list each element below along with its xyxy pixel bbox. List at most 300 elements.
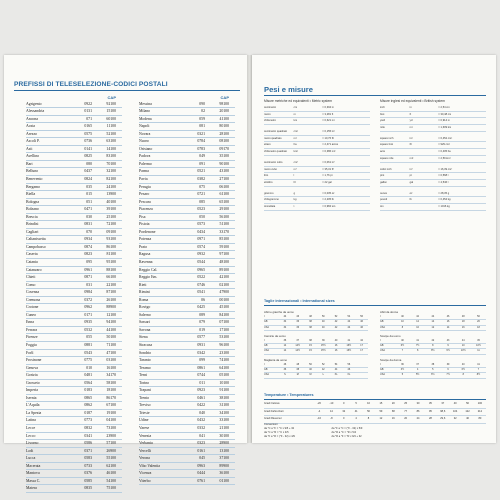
size-value: 14	[283, 349, 287, 353]
postal-code: 28900	[219, 441, 229, 446]
temperature-value: 212	[477, 409, 483, 413]
table-row	[26, 402, 122, 410]
size-value	[355, 363, 368, 367]
size-value: 36	[401, 362, 404, 366]
city-name: La Spezia	[26, 410, 42, 415]
table-row	[26, 319, 122, 327]
table-row	[26, 440, 122, 448]
unit-symbol: g	[293, 191, 296, 195]
table-row	[26, 342, 122, 350]
unit-symbol: in	[409, 106, 412, 109]
size-value: XL	[347, 373, 351, 377]
temperature-value: 5	[355, 402, 357, 405]
area-code: 0784	[197, 139, 205, 144]
size-value: 42	[334, 320, 338, 324]
size-value: 38	[309, 325, 312, 329]
table-row	[26, 463, 122, 471]
postal-code: 24100	[106, 184, 116, 189]
table-row	[26, 455, 122, 463]
temperature-value: -16	[317, 417, 321, 421]
city-name: Ragusa	[139, 252, 151, 257]
size-value: 52	[321, 362, 325, 366]
unit-equivalent: = 6,452 cm²	[438, 136, 453, 140]
section-subheading: Misure inglesi ed equivalenti • British system	[380, 99, 445, 103]
postal-code: 89900	[219, 463, 229, 468]
area-code: 031	[86, 282, 92, 287]
city-name: Novara	[139, 131, 151, 136]
postal-code: 75100	[106, 486, 116, 491]
area-code: 080	[86, 161, 92, 166]
city-name: Vercelli	[139, 448, 151, 453]
size-value: 5	[432, 368, 434, 372]
size-value: 50	[477, 315, 480, 318]
city-name: Lecce	[26, 426, 36, 431]
temperature-value: -4	[317, 409, 321, 413]
postal-code: 07100	[219, 320, 229, 325]
unit-equivalent: = 28,35 g	[438, 191, 450, 195]
size-value: 44	[334, 368, 338, 372]
temperature-value: 50	[367, 409, 370, 413]
area-code: 0341	[84, 433, 92, 438]
unit-equivalent: = 0,621 mi	[322, 119, 335, 123]
size-value: 16½	[346, 344, 352, 348]
unit-symbol: in³	[409, 167, 413, 171]
temperature-value: 0	[343, 417, 345, 421]
city-name: Lecco	[26, 433, 36, 438]
area-code: 0437	[84, 169, 92, 174]
size-value: 7	[401, 349, 404, 353]
table-row	[139, 123, 235, 131]
city-name: Frosinone	[26, 358, 42, 363]
area-code: 0824	[84, 176, 92, 181]
temperature-value: 100	[477, 402, 483, 405]
temperature-value: 37	[441, 402, 445, 405]
area-code: 0131	[84, 109, 92, 114]
size-value	[355, 373, 368, 377]
table-row	[139, 289, 235, 297]
area-code: 0773	[84, 418, 92, 423]
title-rule	[14, 90, 240, 91]
size-value: XL	[334, 373, 338, 377]
size-value: 8	[462, 373, 464, 377]
size-row	[264, 349, 368, 354]
city-name: Avellino	[26, 154, 40, 159]
table-row	[26, 448, 122, 456]
size-value: 40	[334, 338, 338, 342]
unit-equivalent: = 0,454 kg	[438, 198, 451, 202]
unit-name: pound	[380, 198, 388, 202]
size-value: 41	[347, 338, 351, 342]
city-name: Taranto	[139, 358, 151, 363]
city-name: Ferrara	[26, 327, 38, 332]
area-code: 091	[199, 161, 205, 166]
postal-code: 11100	[106, 124, 116, 129]
area-code: 0171	[84, 312, 92, 317]
area-code: 0962	[84, 305, 92, 310]
city-name: Rimini	[139, 290, 150, 295]
unit-symbol: km	[293, 119, 298, 123]
unit-name: mile	[380, 126, 385, 130]
city-name: Sassari	[139, 320, 150, 325]
size-value: 46	[446, 315, 450, 318]
city-name: Brescia	[26, 214, 38, 219]
temperature-value: 98,6	[440, 409, 446, 413]
unit-equivalent: = 2,54 cm	[438, 106, 450, 109]
temperature-value: 80	[478, 417, 482, 421]
postal-code: 45100	[219, 305, 229, 310]
area-code: 06	[201, 297, 205, 302]
postal-code: 00100	[219, 297, 229, 302]
city-name: Ancona	[26, 116, 38, 121]
size-value: 39	[321, 338, 325, 342]
table-row	[26, 312, 122, 320]
unit-name: square inch	[380, 136, 394, 140]
table-row	[26, 417, 122, 425]
postal-code: 34170	[106, 373, 116, 378]
area-code: 0432	[197, 418, 205, 423]
size-value: 37	[416, 362, 419, 366]
postal-code: 97100	[219, 252, 229, 257]
unit-name: centimetro cubo	[264, 160, 283, 164]
size-value: 6½	[461, 368, 465, 372]
size-value: 50	[321, 315, 325, 318]
area-code: 0744	[197, 373, 205, 378]
unit-symbol: cm³	[293, 160, 298, 164]
temperature-value: 20	[404, 417, 408, 421]
size-value: 8	[416, 349, 419, 353]
measure-row	[380, 118, 486, 125]
table-row	[139, 214, 235, 222]
unit-name: centimetro quadrato	[264, 130, 288, 134]
city-name: Aosta	[26, 124, 35, 129]
table-row	[139, 168, 235, 176]
table-row	[139, 425, 235, 433]
area-code: 0575	[84, 131, 92, 136]
city-name: Alessandria	[26, 109, 45, 114]
measure-row	[264, 180, 370, 187]
city-name: Terni	[139, 373, 148, 378]
size-value: 14	[431, 320, 435, 324]
area-code: 0372	[84, 297, 92, 302]
city-name: Cremona	[26, 297, 41, 302]
table-row	[26, 387, 122, 395]
postal-code: 55100	[106, 456, 116, 461]
city-name: Bari	[26, 161, 33, 166]
country-label: USA	[264, 325, 269, 329]
temperature-value: 0	[343, 402, 345, 405]
size-value: 14	[446, 325, 450, 329]
size-value: S	[284, 373, 286, 377]
postal-code: 81100	[106, 252, 116, 257]
area-code: 0761	[197, 478, 205, 483]
unit-equivalent: = 1016 kg	[438, 204, 450, 208]
city-name: Biella	[26, 192, 36, 197]
measure-row	[264, 129, 370, 136]
table-row	[139, 410, 235, 418]
unit-name: inch	[380, 106, 385, 109]
city-name: Treviso	[139, 403, 151, 408]
size-value: 14½	[295, 344, 301, 348]
area-code: 0471	[84, 207, 92, 212]
area-code: 011	[199, 380, 205, 385]
postal-code: 94100	[106, 320, 116, 325]
unit-symbol: m³	[293, 167, 297, 171]
city-name: Chieti	[26, 275, 36, 280]
city-name: Piacenza	[139, 207, 153, 212]
table-row	[139, 455, 235, 463]
temperature-value: 40	[453, 402, 457, 405]
table-row	[26, 297, 122, 305]
size-value: 56	[347, 362, 351, 366]
conversions-heading: Conversioni	[264, 423, 278, 426]
table-row	[139, 448, 235, 456]
unit-equivalent: = 0,061 in³	[322, 160, 335, 164]
unit-name: foot	[380, 112, 385, 116]
temperature-value: 41	[354, 409, 358, 413]
area-code: 0481	[84, 373, 92, 378]
city-name: Roma	[139, 297, 149, 302]
city-name: Sondrio	[139, 350, 152, 355]
left-page	[4, 55, 247, 491]
page-title: PREFISSI DI TELESELEZIONE-CODICI POSTALI	[14, 81, 168, 88]
area-code: 0425	[197, 305, 205, 310]
table-row	[139, 342, 235, 350]
postal-code: 40100	[106, 199, 116, 204]
size-row	[264, 373, 368, 378]
table-row	[26, 251, 122, 259]
temperature-value: 32	[453, 417, 457, 421]
table-row	[26, 146, 122, 154]
country-label: GB	[380, 368, 384, 372]
city-name: Trento	[139, 395, 150, 400]
city-name: Enna	[26, 320, 34, 325]
size-value: 40	[309, 368, 312, 372]
size-value: 6	[447, 368, 449, 372]
size-value: 46	[296, 315, 300, 318]
area-code: 0721	[197, 192, 205, 197]
temperature-value: 10	[367, 402, 370, 405]
size-value: 44	[347, 320, 351, 324]
area-code: 0775	[84, 358, 92, 363]
table-row	[139, 199, 235, 207]
area-code: 0934	[84, 237, 92, 242]
city-name: Varese	[139, 426, 150, 431]
postal-code: 31100	[219, 403, 229, 408]
postal-code: 09170	[219, 146, 229, 151]
postal-code: 34100	[219, 410, 229, 415]
country-label: GB	[380, 344, 384, 348]
size-value: 46	[360, 325, 363, 329]
measure-row	[264, 142, 370, 149]
unit-name: grammo	[264, 191, 274, 195]
size-value: 36	[283, 368, 287, 372]
postal-code: 30100	[219, 433, 229, 438]
table-row	[26, 380, 122, 388]
size-value: 12	[416, 320, 419, 324]
postal-code: 22100	[106, 282, 116, 287]
area-code: 0382	[197, 176, 205, 181]
size-value: 41	[416, 338, 419, 342]
area-code: 0984	[84, 290, 92, 295]
postal-code: 12100	[106, 312, 116, 317]
city-name: Prato	[139, 244, 148, 249]
city-name: Pesaro	[139, 192, 150, 197]
measure-row	[380, 142, 486, 149]
temperature-value: -10	[329, 402, 334, 405]
size-value: 40	[461, 362, 465, 366]
city-name: Pisa	[139, 214, 146, 219]
measure-row	[380, 112, 486, 119]
table-row	[139, 463, 235, 471]
area-code: 095	[86, 259, 92, 264]
unit-symbol: lb	[409, 198, 412, 202]
postal-code: 86170	[106, 395, 116, 400]
size-value: 46	[283, 362, 287, 366]
unit-name: chilometro quadrato	[264, 150, 287, 154]
unit-name: chilogrammo	[264, 198, 279, 202]
size-value: 11	[477, 349, 480, 353]
area-code: 0823	[84, 252, 92, 257]
postal-code: 15100	[106, 109, 116, 114]
size-value: 9½	[446, 349, 450, 353]
city-name: Verbania	[139, 441, 153, 446]
table-row	[26, 425, 122, 433]
postal-code: 39100	[106, 207, 116, 212]
postal-code: 27100	[219, 176, 229, 181]
city-name: Pistoia	[139, 222, 150, 227]
size-value: 42	[360, 338, 363, 342]
table-row	[26, 206, 122, 214]
postal-code: 21100	[219, 426, 229, 431]
measure-row	[264, 118, 370, 125]
table-row	[26, 267, 122, 275]
area-code: 0835	[84, 486, 92, 491]
postal-code: 26900	[106, 448, 116, 453]
table-row	[139, 478, 235, 486]
table-row	[26, 153, 122, 161]
unit-symbol: cm²	[293, 130, 298, 134]
unit-name: metro	[264, 112, 271, 116]
area-code: 0577	[197, 335, 205, 340]
size-tables-right	[380, 307, 486, 379]
unit-name: metro quadrato	[264, 136, 282, 140]
postal-code: 43100	[219, 169, 229, 174]
area-code: 041	[199, 433, 205, 438]
city-name: Matera	[26, 486, 37, 491]
measure-row	[380, 136, 486, 143]
area-code: 0564	[84, 380, 92, 385]
area-code: 0323	[197, 441, 205, 446]
area-code: 0332	[197, 426, 205, 431]
table-row	[26, 365, 122, 373]
conversion-line	[264, 435, 414, 439]
table-column	[139, 95, 235, 485]
size-table-label: Abiti da donna	[380, 310, 398, 314]
area-code: 030	[86, 214, 92, 219]
postal-code: 46100	[106, 471, 116, 476]
area-code: 0544	[197, 259, 205, 264]
temperature-value: 77	[404, 409, 408, 413]
postal-code: 98100	[219, 101, 229, 106]
area-code: 0922	[84, 101, 92, 106]
size-value: 16	[334, 344, 338, 348]
area-code: 0586	[84, 441, 92, 446]
city-name: Imperia	[26, 388, 38, 393]
table-row	[26, 101, 122, 109]
conversion-formula: da °F a °R = (°F - 32) x 4/9	[264, 435, 295, 438]
city-name: Reggio Cal.	[139, 267, 158, 272]
unit-equivalent: = 10,76 ft²	[322, 136, 335, 140]
unit-symbol: m²	[293, 136, 297, 140]
size-value: 10	[416, 325, 419, 329]
measure-row	[264, 149, 370, 156]
conversion-formula: da °F a °C = (°F - 32) x 5/9	[331, 427, 363, 430]
table-row	[139, 259, 235, 267]
city-name: Viterbo	[139, 478, 151, 483]
city-name: Trapani	[139, 388, 151, 393]
size-value: 37	[296, 338, 300, 342]
area-code: 0923	[197, 388, 205, 393]
city-name: Caserta	[26, 252, 38, 257]
size-value: M	[296, 373, 299, 377]
size-value: 40	[321, 320, 325, 324]
measure-row	[264, 136, 370, 143]
table-row	[26, 485, 122, 493]
unit-symbol: mi	[409, 126, 413, 130]
city-name: Ravenna	[139, 259, 153, 264]
area-code: 0521	[197, 169, 205, 174]
postal-code: 03100	[106, 358, 116, 363]
table-row	[139, 131, 235, 139]
unit-symbol: ft	[409, 112, 412, 116]
table-row	[26, 357, 122, 365]
unit-equivalent: = 0,394 in	[322, 106, 334, 109]
size-value: 8½	[431, 349, 435, 353]
temperature-value: 68	[391, 409, 395, 413]
postal-code: 61100	[219, 192, 229, 197]
size-value: 7½	[446, 373, 450, 377]
unit-equivalent: = 3,281 ft	[322, 112, 334, 116]
temperature-value: 12	[379, 417, 383, 421]
table-row	[26, 274, 122, 282]
section-subheading: Misure metriche ed equivalenti • Metric system	[264, 99, 333, 103]
postal-code: 37100	[219, 456, 229, 461]
city-name: Potenza	[139, 237, 152, 242]
table-row	[139, 161, 235, 169]
unit-name: ounce	[380, 191, 388, 195]
postal-code: 82100	[106, 176, 116, 181]
postal-code: 18100	[106, 388, 116, 393]
temperature-value: 14	[329, 409, 333, 413]
postal-code: 87100	[106, 290, 116, 295]
table-row	[139, 251, 235, 259]
postal-code: 64100	[219, 365, 229, 370]
city-name: Cosenza	[26, 290, 40, 295]
size-value: 44	[461, 338, 465, 342]
table-row	[139, 350, 235, 358]
postal-code: 63100	[106, 139, 116, 144]
area-code: 0865	[84, 395, 92, 400]
table-row	[26, 176, 122, 184]
postal-code: 71100	[106, 343, 116, 347]
city-name: Bologna	[26, 199, 40, 204]
area-code: 035	[86, 184, 92, 189]
table-row	[26, 478, 122, 486]
city-name: Belluno	[26, 169, 39, 174]
unit-equivalent: = 4,546 l	[438, 180, 449, 184]
city-name: Arezzo	[26, 131, 38, 136]
size-value: 5	[401, 373, 404, 377]
